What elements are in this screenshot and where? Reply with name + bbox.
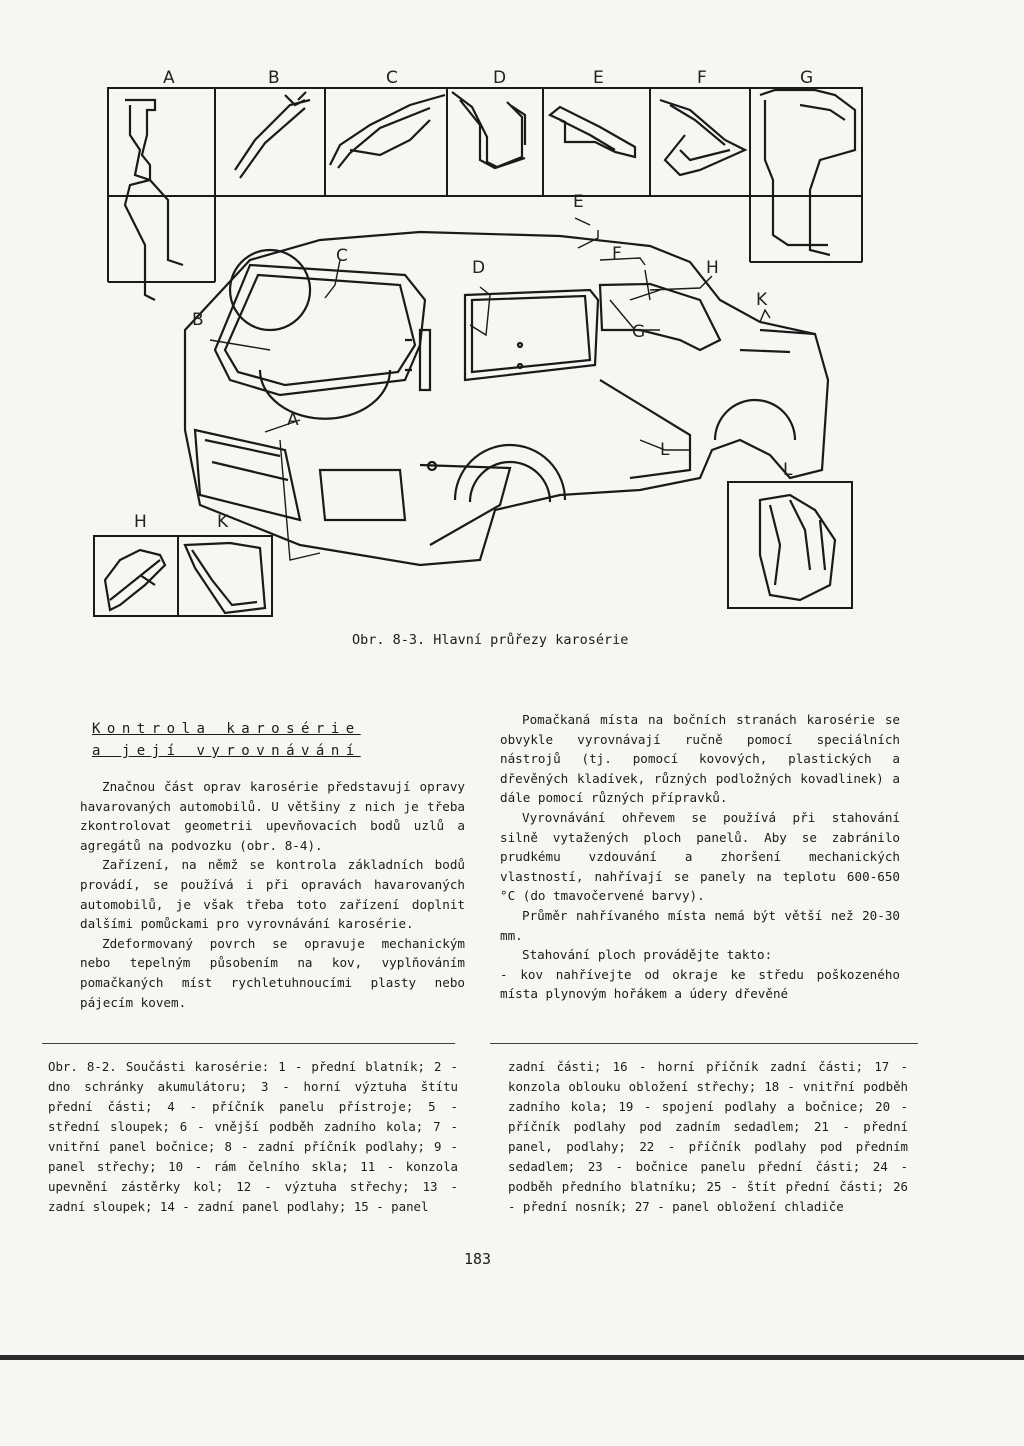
section-label-e: E — [593, 68, 604, 88]
page-number: 183 — [464, 1250, 492, 1268]
section-leader-lines — [210, 218, 770, 560]
car-label-f: F — [612, 244, 622, 264]
paragraph: Stahování ploch provádějte takto: — [522, 947, 773, 963]
parts-caption-left: Obr. 8-2. Součásti karosérie: 1 - přední blatník; 2 - dno schránky akumulátoru; 3 - horní výztuha štítu přední části; 4 - příčník panelu přístroje; 5 - střední sloupek; 6 - vnější podběh zadního kola; 7 - vnitřní panel bočnice; 8 - zadní příčník podlahy; 9 - panel střechy; 10 - rám čelního skla; 11 - konzola upevnění zástěrky kol; 12 - výztuha střechy; 13 - zadní sloupek; 14 - zadní panel podlahy; 15 - panel — [48, 1059, 458, 1214]
section-label-g: G — [800, 68, 814, 88]
section-label-a: A — [163, 68, 175, 88]
paragraph: Průměr nahřívaného místa nemá být větší než 20-30 mm. — [500, 907, 900, 943]
frame-label-l: L — [783, 460, 793, 480]
paragraph: Pomačkaná místa na bočních stranách karosérie se obvykle vyrovnávají ručně pomocí speciálních nástrojů (tj. pomocí kovových, plastických a dřevěných kladívek, různých podložných kovadlinek) a dále pomocí různých přípravků. — [500, 712, 900, 806]
parts-caption-right: zadní části; 16 - horní příčník zadní části; 17 - konzola oblouku obložení střechy; 18 - vnitřní podběh zadního kola; 19 - spojení podlahy a bočnice; 20 - příčník podlahy pod zadním sedadlem; 21 - přední panel, podlahy; 22 - příčník podlahy pod předním sedadlem; 23 - bočnice panelu přední části; 24 - podběh předního blatníku; 25 - štít přední části; 26 - přední nosník; 27 - panel obložení chladiče — [508, 1059, 908, 1214]
section-label-b: B — [268, 68, 280, 88]
top-section-frames — [108, 88, 862, 282]
frame-label-h: H — [134, 512, 147, 532]
caption-rule-right — [490, 1043, 918, 1044]
car-label-c: C — [336, 246, 348, 266]
car-label-a: A — [287, 410, 299, 430]
paragraph: - kov nahřívejte od okraje ke středu poškozeného místa plynovým hořákem a údery dřevěné — [500, 966, 900, 1002]
body-cross-sections-figure — [0, 0, 1024, 720]
section-label-d: D — [493, 68, 507, 88]
section-heading-line2: a její vyrovnávání — [92, 743, 361, 759]
car-label-g: G — [632, 322, 646, 342]
car-label-e: E — [573, 192, 584, 212]
paragraph: Zdeformovaný povrch se opravuje mechanickým nebo tepelným působením na kov, vyplňováním pomačkaných míst rychletuhnoucími plasty nebo pájecím kovem. — [80, 935, 465, 1010]
section-label-f: F — [697, 68, 707, 88]
section-heading — [92, 718, 361, 762]
caption-rule-left — [42, 1043, 455, 1044]
car-label-k: K — [756, 290, 768, 310]
car-label-l: L — [660, 440, 670, 460]
paragraph: Vyrovnávání ohřevem se používá při stahování silně vytažených ploch panelů. Aby se zabránilo prudkému vzdouvání a zhoršení mechanických vlastností, nahřívají se panely na teplotu 600-650 °C (do tmavočervené barvy). — [500, 809, 900, 904]
section-heading-line1: Kontrola karosérie — [92, 721, 361, 737]
section-label-c: C — [386, 68, 398, 88]
section-frames-h-k — [94, 536, 272, 616]
paragraph: Značnou část oprav karosérie představují opravy havarovaných automobilů. U většiny z nich je třeba zkontrolovat geometrii upevňovacích bodů uzlů a agregátů na podvozku (obr. 8-4). — [80, 779, 465, 853]
scan-edge-bar — [0, 1355, 1024, 1360]
left-text-column — [80, 777, 465, 1012]
car-label-h: H — [706, 258, 719, 278]
right-text-column — [500, 710, 900, 1004]
car-label-b: B — [192, 310, 204, 330]
car-label-d: D — [472, 258, 486, 278]
figure-caption: Obr. 8-3. Hlavní průřezy karosérie — [352, 632, 629, 648]
frame-label-k: K — [217, 512, 229, 532]
paragraph: Zařízení, na němž se kontrola základních bodů provádí, se používá i při opravách havarovaných automobilů, je však třeba toto zařízení doplnit dalšími pomůckami pro vyrovnávání karosérie. — [80, 857, 465, 932]
section-frame-l — [728, 482, 852, 608]
car-body-drawing — [185, 232, 828, 565]
